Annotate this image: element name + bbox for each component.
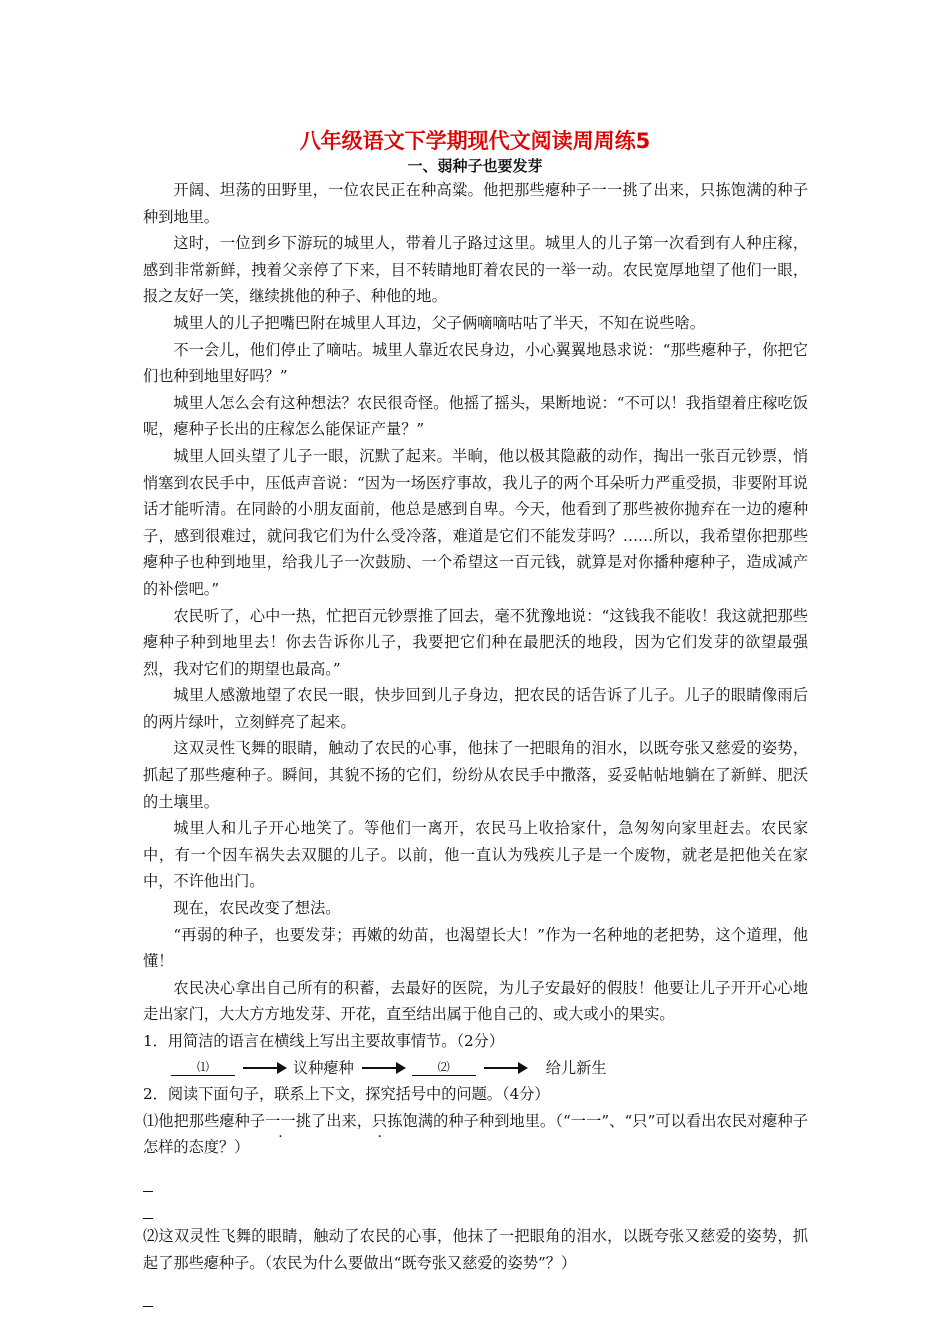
emphasis-zhi: 只 xyxy=(372,1111,388,1130)
arrow-right-icon xyxy=(243,1067,285,1069)
paragraph: “再弱的种子，也要发芽；再嫩的幼苗，也渴望长大！”作为一名种地的老把势，这个道理，他懂！ xyxy=(143,925,808,971)
question-1: 1．用简洁的语言在横线上写出主要故事情节。（2分） xyxy=(143,1032,505,1050)
paragraph: 农民决心拿出自己所有的积蓄，去最好的医院，为儿子安最好的假肢！他要让儿子开开心心地走出家门，大大方方地发芽、开花，直至结出属于他自己的、或大或小的果实。 xyxy=(143,978,808,1024)
section-title: 一、弱种子也要发芽 xyxy=(407,157,543,175)
question-2-sub-1 xyxy=(143,1108,808,1161)
sub1-text-b: 挑了出来， xyxy=(295,1111,373,1130)
answer-blank-2[interactable]: ⑵ xyxy=(412,1059,476,1076)
paragraph: 城里人和儿子开心地笑了。等他们一离开，农民马上收拾家什，急匆匆向家里赶去。农民家中，有一个因车祸失去双腿的儿子。以前，他一直认为残疾儿子是一个废物，就老是把他关在家中，不许他出门。 xyxy=(143,819,808,891)
page-title: 八年级语文下学期现代文阅读周周练5 xyxy=(299,129,651,153)
arrow-right-icon xyxy=(484,1067,526,1069)
paragraph: 不一会儿，他们停止了嘀咕。城里人靠近农民身边，小心翼翼地恳求说：“那些瘪种子，你把它们也种到地里好吗？” xyxy=(143,340,808,386)
paragraph: 现在，农民改变了想法。 xyxy=(173,899,341,918)
paragraph: 农民听了，心中一热，忙把百元钞票推了回去，毫不犹豫地说：“这钱我不能收！我这就把那些瘪种子种到地里去！你去告诉你儿子，我要把它们种在最肥沃的地段，因为它们发芽的欲望最强烈，我对它们的期望也最高。” xyxy=(143,606,808,678)
paragraph: 开阔、坦荡的田野里，一位农民正在种高粱。他把那些瘪种子一一挑了出来，只拣饱满的种子种到地里。 xyxy=(143,181,808,226)
paragraph: 这双灵性飞舞的眼睛，触动了农民的心事，他抹了一把眼角的泪水，以既夸张又慈爱的姿势，抓起了那些瘪种子。瞬间，其貌不扬的它们，纷纷从农民手中撒落，妥妥帖帖地躺在了新鲜、肥沃的土壤里。 xyxy=(143,739,808,811)
answer-line[interactable] xyxy=(143,1284,153,1307)
sub1-text-a: ⑴他把那些瘪种子 xyxy=(143,1111,266,1130)
paragraph: 城里人感激地望了农民一眼，快步回到儿子身边，把农民的话告诉了儿子。儿子的眼睛像雨后的两片绿叶，立刻鲜亮了起来。 xyxy=(143,686,808,731)
paragraph: 城里人怎么会有这种想法？农民很奇怪。他摇了摇头，果断地说：“不可以！我指望着庄稼吃饭呢，瘪种子长出的庄稼怎么能保证产量？” xyxy=(143,393,808,439)
paragraph: 城里人回头望了儿子一眼，沉默了起来。半晌，他以极其隐蔽的动作，掏出一张百元钞票，悄悄塞到农民手中，压低声音说：“因为一场医疗事故，我儿子的两个耳朵听力严重受损，非要附耳说话才能听清。在同龄的小朋友面前，他总是感到自卑。今天，他看到了那些被你抛弃在一边的瘪种子，感到很难过，就问我它们为什么受冷落，难道是它们不能发芽吗？……所以，我希望你把那些瘪种子也种到地里，给我儿子一次鼓励、一个希望这一百元钱，就算是对你播种瘪种子，造成减产的补偿吧。” xyxy=(143,446,808,598)
answer-blank-1[interactable]: ⑴ xyxy=(171,1059,235,1076)
arrow-right-icon xyxy=(362,1067,404,1069)
plot-step-4: 给儿新生 xyxy=(545,1058,607,1077)
article-body xyxy=(143,177,808,1311)
question-2-sub-2: ⑵这双灵性飞舞的眼睛，触动了农民的心事，他抹了一把眼角的泪水，以既夸张又慈爱的姿势，抓起了那些瘪种子。（农民为什么要做出“既夸张又慈爱的姿势”？） xyxy=(143,1226,808,1272)
sub1-text-c: 拣饱满的种子种到地里。（“一一”、“只”可以看出农民对瘪种子怎样的态度？） xyxy=(143,1111,809,1157)
question-2: 2．阅读下面句子，联系上下文，探究括号中的问题。（4分） xyxy=(143,1085,550,1104)
answer-line[interactable] xyxy=(143,1196,153,1219)
paragraph: 这时，一位到乡下游玩的城里人，带着儿子路过这里。城里人的儿子第一次看到有人种庄稼，感到非常新鲜，拽着父亲停了下来，目不转睛地盯着农民的一举一动。农民宽厚地望了他们一眼，报之友好一笑，继续挑他的种子、种他的地。 xyxy=(143,234,808,306)
plot-step-2: 议种瘪种 xyxy=(293,1058,354,1077)
answer-line[interactable] xyxy=(143,1169,153,1192)
emphasis-yiyi: 一一 xyxy=(265,1111,296,1130)
plot-flow xyxy=(171,1055,808,1082)
paragraph: 城里人的儿子把嘴巴附在城里人耳边，父子俩嘀嘀咕咕了半天，不知在说些啥。 xyxy=(173,313,705,332)
